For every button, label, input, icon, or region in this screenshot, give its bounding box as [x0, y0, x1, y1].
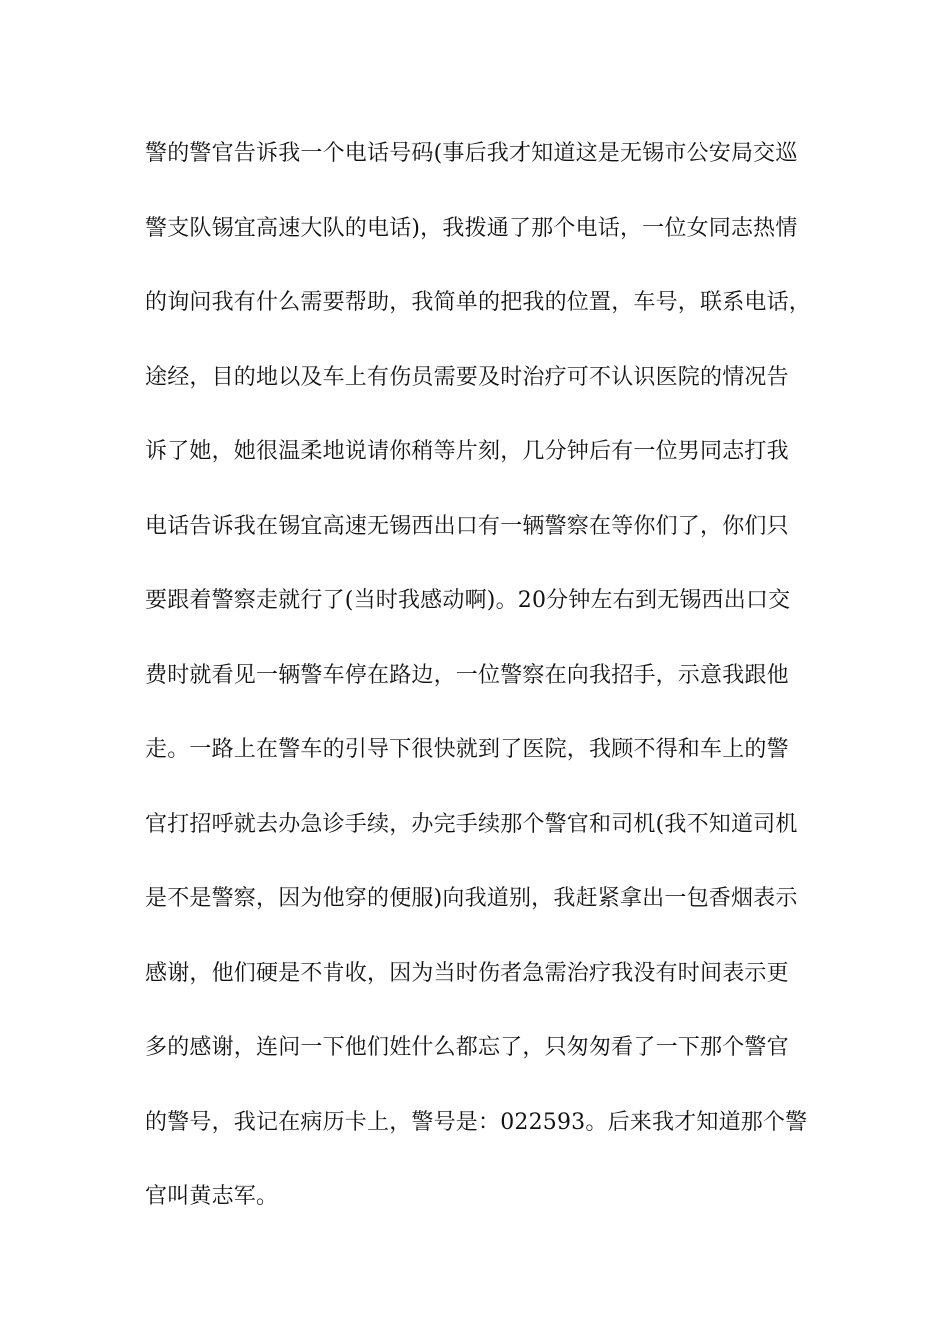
text-line: 走。一路上在警车的引导下很快就到了医院，我顾不得和车上的警	[145, 737, 789, 762]
text-line: 警的警官告诉我一个电话号码(事后我才知道这是无锡市公安局交巡	[145, 141, 798, 166]
body-text	[145, 134, 835, 1252]
text-line: 警支队锡宜高速大队的电话)，我拨通了那个电话，一位女同志热情	[145, 215, 798, 241]
text-line: 感谢，他们硬是不肯收，因为当时伤者急需治疗我没有时间表示更	[145, 960, 789, 986]
text-line: 多的感谢，连问一下他们姓什么都忘了，只匆匆看了一下那个警官	[145, 1035, 789, 1060]
text-line: 途经，目的地以及车上有伤员需要及时治疗可不认识医院的情况告	[145, 364, 789, 390]
text-line: 官打招呼就去办急诊手续，办完手续那个警官和司机(我不知道司机	[145, 811, 798, 837]
text-line: 要跟着警察走就行了(当时我感动啊)。20分钟左右到无锡西出口交	[145, 588, 791, 613]
text-line: 是不是警察，因为他穿的便服)向我道别，我赶紧拿出一包香烟表示	[145, 886, 798, 911]
text-line: 电话告诉我在锡宜高速无锡西出口有一辆警察在等你们了，你们只	[145, 513, 789, 539]
text-line: 诉了她，她很温柔地说请你稍等片刻，几分钟后有一位男同志打我	[145, 439, 789, 464]
text-line: 的警号，我记在病历卡上，警号是：022593。后来我才知道那个警	[145, 1109, 808, 1135]
text-line: 费时就看见一辆警车停在路边，一位警察在向我招手，示意我跟他	[145, 662, 789, 688]
text-line: 官叫黄志军。	[145, 1184, 279, 1209]
text-line: 的询问我有什么需要帮助，我简单的把我的位置，车号，联系电话，	[145, 290, 812, 315]
